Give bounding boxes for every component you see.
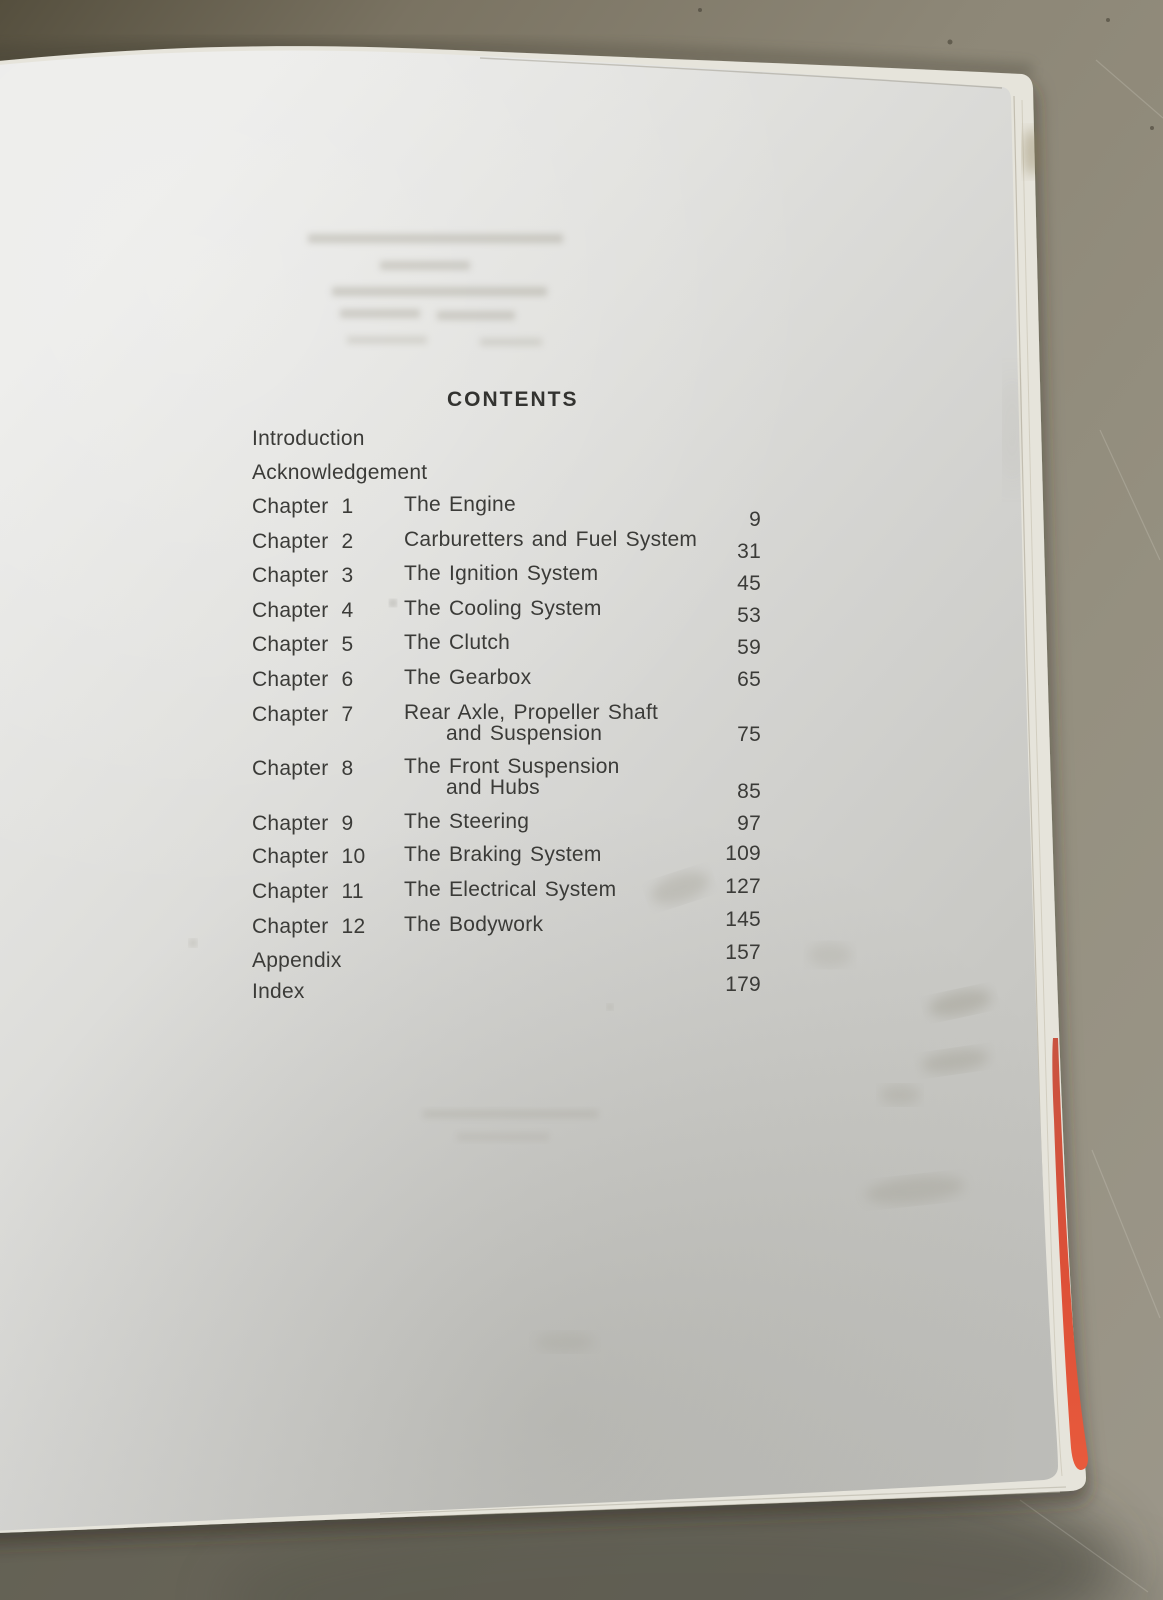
- entry-page-number: 45: [737, 572, 761, 595]
- entry-page-number: 145: [725, 908, 761, 931]
- toc-entry: [0, 703, 1163, 757]
- toc-entry: [0, 757, 1163, 811]
- entry-title: The Cooling System: [404, 597, 602, 620]
- entry-label: Index: [252, 980, 305, 1003]
- entry-title: The Ignition System: [404, 562, 599, 585]
- entry-label: Chapter 7: [252, 703, 354, 726]
- toc-entry: [0, 842, 1163, 879]
- toc-entry: [0, 564, 1163, 598]
- toc-entry: [0, 668, 1163, 702]
- entry-title: The Front Suspension and Hubs: [404, 755, 620, 799]
- entry-label: Acknowledgement: [252, 461, 428, 484]
- entry-page-number: 97: [737, 812, 761, 835]
- toc-entry: [0, 941, 1163, 983]
- entry-label: Chapter 12: [252, 915, 366, 938]
- toc-entry: [0, 812, 1163, 846]
- entry-title: The Gearbox: [404, 666, 532, 689]
- entry-page-number: 109: [725, 842, 761, 865]
- entry-label: Chapter 4: [252, 599, 354, 622]
- entry-page-number: 75: [737, 723, 761, 746]
- entry-label: Chapter 11: [252, 880, 364, 903]
- toc-entry: [0, 495, 1163, 529]
- entry-title: Rear Axle, Propeller Shaft and Suspension: [404, 701, 659, 745]
- entry-page-number: 9: [749, 508, 761, 531]
- entry-label: Chapter 1: [252, 495, 354, 518]
- entry-page-number: 179: [725, 973, 761, 996]
- entry-title: The Steering: [404, 810, 530, 833]
- entry-page-number: 157: [725, 941, 761, 964]
- entry-title-line2: and Hubs: [446, 775, 540, 799]
- entry-page-number: 53: [737, 604, 761, 627]
- entry-label: Chapter 8: [252, 757, 354, 780]
- entry-title: The Engine: [404, 493, 516, 516]
- toc-entry: [0, 908, 1163, 949]
- entry-label: Introduction: [252, 427, 365, 450]
- entry-page-number: 127: [725, 875, 761, 898]
- entry-label: Chapter 6: [252, 668, 354, 691]
- entry-page-number: 65: [737, 668, 761, 691]
- entry-label: Appendix: [252, 949, 342, 972]
- toc-entry: [0, 633, 1163, 667]
- entry-title: Carburetters and Fuel System: [404, 528, 698, 551]
- entry-page-number: 31: [737, 540, 761, 563]
- entry-title-line2: and Suspension: [446, 721, 603, 745]
- toc-entry: [0, 973, 1163, 1014]
- entry-label: Chapter 10: [252, 845, 366, 868]
- entry-label: Chapter 5: [252, 633, 354, 656]
- toc-entry: [0, 461, 1163, 495]
- entry-page-number: 85: [737, 780, 761, 803]
- contents-heading: CONTENTS: [447, 388, 579, 411]
- entry-title: The Clutch: [404, 631, 511, 654]
- entry-label: Chapter 9: [252, 812, 354, 835]
- toc-entry: [0, 427, 1163, 461]
- toc-entry: [0, 530, 1163, 564]
- entry-title: The Electrical System: [404, 878, 617, 901]
- entry-title: The Braking System: [404, 843, 602, 866]
- entry-title: The Bodywork: [404, 913, 544, 936]
- toc-entry: [0, 599, 1163, 633]
- entry-label: Chapter 2: [252, 530, 354, 553]
- entry-label: Chapter 3: [252, 564, 354, 587]
- toc-entry: [0, 875, 1163, 914]
- entry-page-number: 59: [737, 636, 761, 659]
